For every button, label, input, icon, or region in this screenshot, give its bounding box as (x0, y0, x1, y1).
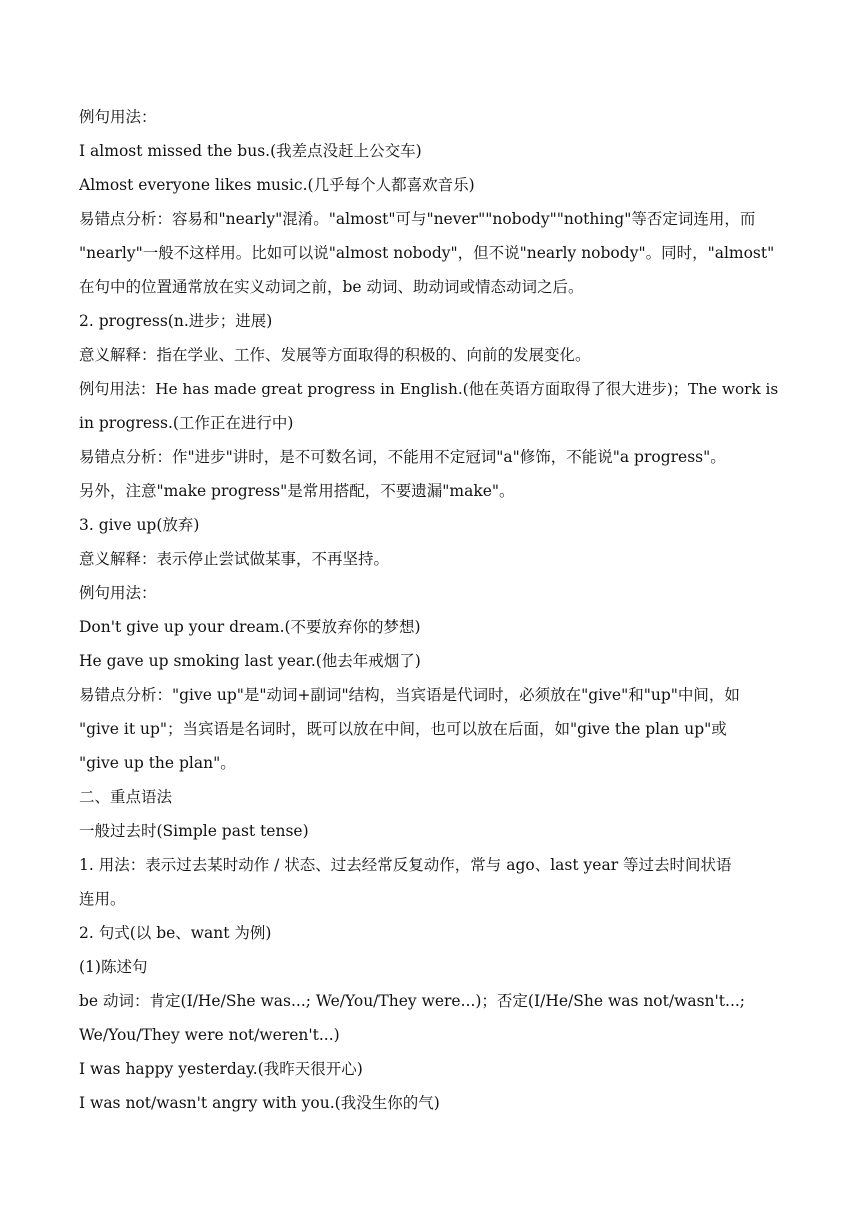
example-sentence: I was happy yesterday.(我昨天很开心) (79, 1060, 363, 1078)
example-sentence: Don't give up your dream.(不要放弃你的梦想) (79, 618, 421, 636)
text-line: 易错点分析：容易和"nearly"混淆。"almost"可与"never""nobody""nothing"等否定词连用，而 (79, 210, 756, 228)
grammar-heading: 一般过去时(Simple past tense) (79, 822, 309, 840)
text-line: be 动词：肯定(I/He/She was...; We/You/They were...)；否定(I/He/She was not/wasn't...; (79, 992, 746, 1010)
text-line: 2. 句式(以 be、want 为例) (79, 924, 272, 942)
text-line: 1. 用法：表示过去某时动作 / 状态、过去经常反复动作，常与 ago、last year 等过去时间状语 (79, 856, 732, 874)
example-sentence: Almost everyone likes music.(几乎每个人都喜欢音乐) (79, 176, 475, 194)
text-line: 例句用法：He has made great progress in English.(他在英语方面取得了很大进步)；The work is (79, 380, 779, 398)
text-line: 意义解释：表示停止尝试做某事，不再坚持。 (79, 550, 390, 568)
vocab-heading: 3. give up(放弃) (79, 516, 200, 534)
text-line: 易错点分析：作"进步"讲时，是不可数名词，不能用不定冠词"a"修饰，不能说"a progress"。 (79, 448, 726, 466)
example-sentence: I was not/wasn't angry with you.(我没生你的气) (79, 1094, 440, 1112)
text-line: "give it up"；当宾语是名词时，既可以放在中间，也可以放在后面，如"give the plan up"或 (79, 720, 727, 738)
subheading: (1)陈述句 (79, 958, 148, 976)
example-sentence: He gave up smoking last year.(他去年戒烟了) (79, 652, 421, 670)
section-heading: 二、重点语法 (79, 788, 173, 806)
text-line: in progress.(工作正在进行中) (79, 414, 294, 432)
example-sentence: I almost missed the bus.(我差点没赶上公交车) (79, 142, 422, 160)
text-line: "nearly"一般不这样用。比如可以说"almost nobody"，但不说"nearly nobody"。同时，"almost" (79, 244, 775, 262)
text-line: 另外，注意"make progress"是常用搭配，不要遗漏"make"。 (79, 482, 515, 500)
text-line: 在句中的位置通常放在实义动词之前，be 动词、助动词或情态动词之后。 (79, 278, 584, 296)
vocab-heading: 2. progress(n.进步；进展) (79, 312, 273, 330)
text-line: We/You/They were not/weren't...) (79, 1026, 340, 1044)
text-line: 例句用法： (79, 108, 157, 126)
text-line: 意义解释：指在学业、工作、发展等方面取得的积极的、向前的发展变化。 (79, 346, 591, 364)
text-line: 易错点分析："give up"是"动词+副词"结构，当宾语是代词时，必须放在"give"和"up"中间，如 (79, 686, 740, 704)
text-line: 连用。 (79, 890, 126, 908)
text-line: "give up the plan"。 (79, 754, 236, 772)
document-body (79, 100, 784, 1120)
text-line: 例句用法： (79, 584, 157, 602)
